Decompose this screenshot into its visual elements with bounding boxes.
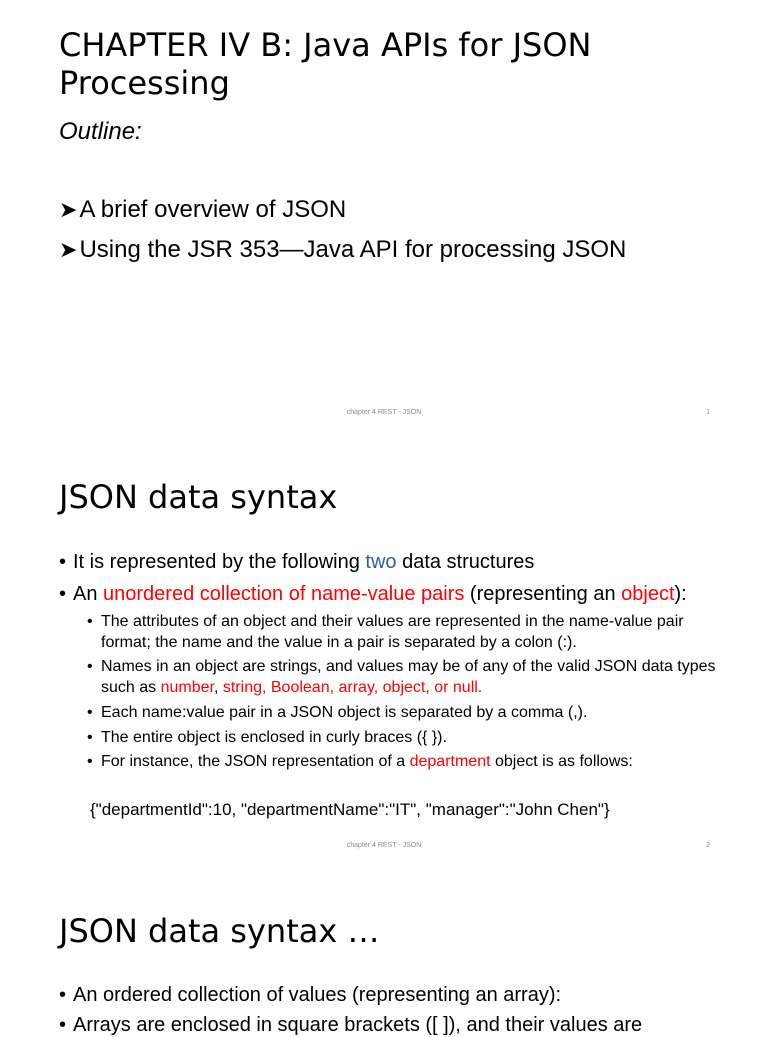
round-bullet-icon: •	[87, 704, 93, 721]
slide-2	[0, 434, 768, 864]
round-bullet-icon: •	[87, 729, 93, 746]
sub-list-item: • The entire object is enclosed in curly braces ({ }).	[87, 729, 447, 746]
highlight-unordered-collection: unordered collection of name-value pairs	[103, 583, 465, 605]
slide-2-footer: chapter 4 REST - JSON	[346, 842, 422, 849]
outline-item-overview	[59, 196, 346, 224]
round-bullet-icon: •	[87, 753, 93, 770]
slide-1-footer: chapter 4 REST - JSON	[346, 409, 422, 416]
slide-2-page-number: 2	[706, 842, 710, 849]
slide-3-title: JSON data syntax …	[59, 912, 380, 950]
slide-1	[0, 0, 768, 430]
arrowhead-bullet-icon: ➤	[59, 197, 78, 222]
round-bullet-icon: •	[59, 551, 67, 573]
sub-list-item: • Names in an object are strings, and values may be of any of the valid JSON data types such as number, string, Boolean, array, object, or null.	[87, 658, 716, 696]
round-bullet-icon: •	[87, 658, 93, 675]
sub-list-item: • For instance, the JSON representation of a department object is as follows:	[87, 753, 633, 770]
outline-item-label: A brief overview of JSON	[79, 196, 347, 223]
round-bullet-icon: •	[59, 583, 67, 605]
slide-1-title-line-1: CHAPTER IV B: Java APIs for JSON	[59, 26, 592, 64]
highlight-two: two	[365, 551, 397, 573]
sub-list-item: • Each name:value pair in a JSON object is separated by a comma (,).	[87, 704, 588, 721]
outline-label: Outline:	[59, 118, 142, 145]
list-item: • An unordered collection of name-value pairs (representing an object):	[59, 583, 687, 605]
sub-list-item: • The attributes of an object and their values are represented in the name-value pair format; the name and the value in a pair is separated by a colon (:).	[87, 613, 684, 651]
arrowhead-bullet-icon: ➤	[59, 237, 78, 262]
outline-item-label: Using the JSR 353—Java API for processing JSON	[79, 236, 627, 263]
list-item: • Arrays are enclosed in square brackets ([ ]), and their values are	[59, 1014, 643, 1036]
round-bullet-icon: •	[87, 613, 93, 630]
outline-item-jsr353	[59, 236, 626, 264]
list-item: • An ordered collection of values (representing an array):	[59, 984, 562, 1006]
json-example: {"departmentId":10, "departmentName":"IT", "manager":"John Chen"}	[90, 800, 610, 819]
list-item: • It is represented by the following two data structures	[59, 551, 535, 573]
round-bullet-icon: •	[59, 984, 67, 1006]
highlight-department: department	[409, 753, 491, 770]
slide-2-title: JSON data syntax	[59, 478, 338, 516]
slide-1-page-number: 1	[706, 409, 710, 416]
slide-3	[0, 868, 768, 1036]
slide-1-title-line-2: Processing	[59, 64, 230, 102]
highlight-object: object	[621, 583, 675, 605]
slide-1-title	[59, 26, 591, 102]
round-bullet-icon: •	[59, 1014, 67, 1036]
